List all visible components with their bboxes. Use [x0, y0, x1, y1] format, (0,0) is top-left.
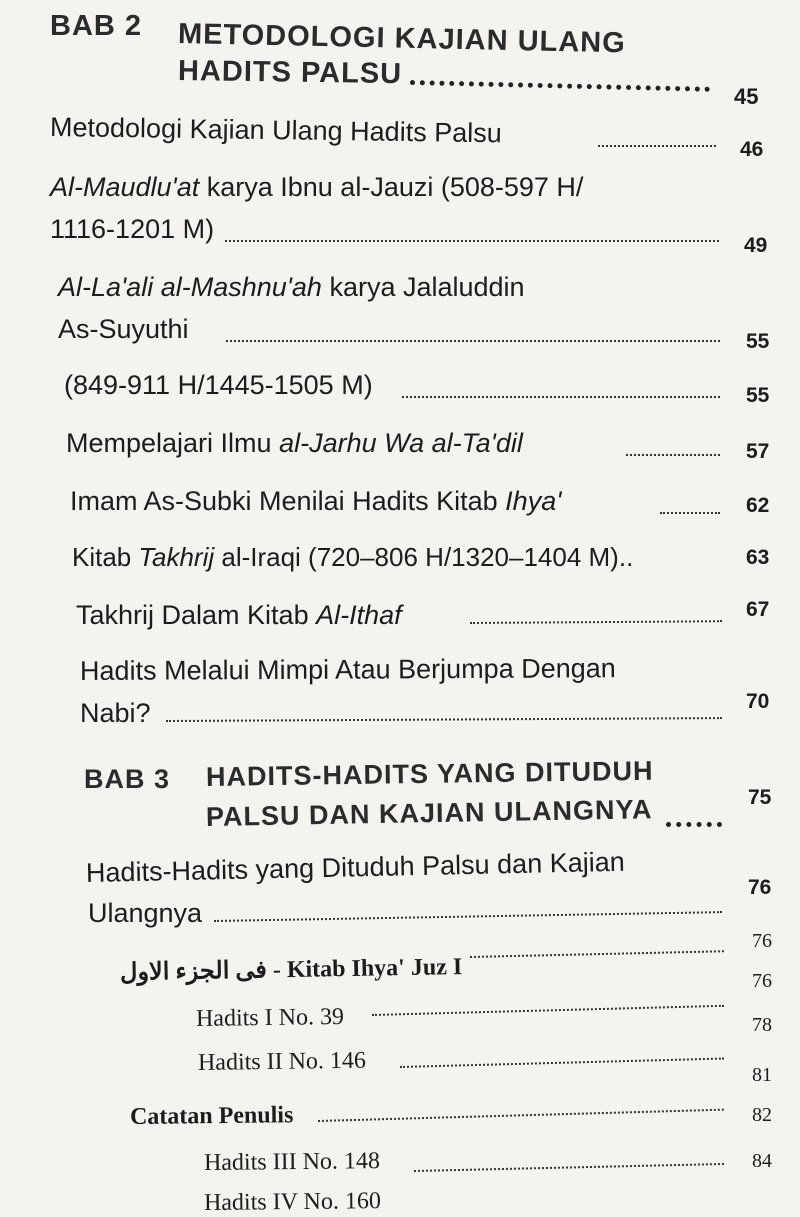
entry-page: 76	[752, 970, 772, 992]
entry-leader	[400, 1058, 724, 1068]
entry-page: 84	[752, 1150, 772, 1172]
entry-leader	[598, 145, 716, 147]
entry-title	[72, 542, 633, 573]
entry-title: Hadits III No. 148	[203, 1148, 381, 1176]
chapter-3-page: 75	[748, 786, 772, 809]
entry-leader	[166, 717, 722, 722]
chapter-3-title-line1: HADITS-HADITS YANG DITUDUH	[205, 755, 654, 792]
entry-title-rest: karya Ibnu al-Jauzi (508-597 H/	[199, 172, 584, 202]
entry-page: 81	[752, 1064, 772, 1086]
entry-page: 55	[746, 330, 770, 353]
entry-page: 76	[748, 876, 772, 899]
entry-page: 55	[746, 384, 770, 407]
chapter-3-leader	[666, 822, 722, 827]
entry-page: 67	[746, 598, 770, 621]
entry-leader	[225, 240, 719, 242]
entry-title-italic: Takhrij	[138, 542, 215, 572]
entry-leader	[214, 911, 722, 922]
entry-title-italic: al-Jarhu Wa al-Ta'dil	[279, 428, 523, 458]
entry-title-line1: Hadits-Hadits yang Dituduh Palsu dan Kajian	[85, 846, 626, 888]
entry-title-start: Kitab	[72, 542, 139, 572]
entry-page: 63	[746, 546, 770, 569]
entry-title-italic: Al-La'ali al-Mashnu'ah	[58, 272, 322, 302]
entry-title-start: Imam As-Subki Menilai Hadits Kitab	[70, 486, 506, 516]
entry-leader	[660, 512, 720, 514]
entry-title-italic: Ihya'	[505, 486, 562, 516]
entry-title-line2: Nabi?	[80, 698, 151, 728]
entry-title-line2: Ulangnya	[88, 898, 203, 928]
entry-page: 57	[746, 440, 770, 463]
chapter-3-title-line2: PALSU DAN KAJIAN ULANGNYA	[205, 794, 653, 832]
entry-page: 78	[752, 1014, 772, 1036]
entry-leader	[470, 620, 722, 624]
entry-title-start: Mempelajari Ilmu	[66, 428, 280, 458]
entry-title-rest: karya Jalaluddin	[321, 272, 525, 302]
entry-title-line1: Hadits Melalui Mimpi Atau Berjumpa Dengan	[79, 653, 616, 686]
entry-title-arabic: فى الجزء الاول	[119, 957, 268, 986]
chapter-2-leader	[410, 80, 710, 92]
entry-page: 46	[740, 138, 764, 161]
entry-title-line2: 1116-1201 M)	[50, 214, 215, 244]
entry-title-latin: - Kitab Ihya' Juz I	[266, 954, 463, 984]
entry-title-italic: Al-Ithaf	[316, 600, 402, 630]
entry-leader	[318, 1109, 724, 1122]
entry-title-partial: Hadits IV No. 160	[203, 1188, 382, 1216]
entry-title-line1	[58, 272, 525, 303]
entry-title: Catatan Penulis	[129, 1102, 294, 1130]
chapter-2-label: BAB 2	[50, 10, 143, 42]
entry-title-line2: As-Suyuthi	[58, 314, 189, 344]
entry-title	[120, 952, 463, 987]
entry-title	[66, 428, 523, 459]
entry-title: Hadits II No. 146	[197, 1047, 367, 1076]
entry-leader	[226, 340, 720, 342]
entry-leader	[414, 1163, 724, 1172]
chapter-2-page: 45	[734, 84, 759, 109]
entry-title: Metodologi Kajian Ulang Hadits Palsu	[49, 112, 502, 149]
chapter-2-title-line1: METODOLOGI KAJIAN ULANG	[177, 18, 627, 60]
entry-page: 49	[744, 234, 768, 257]
chapter-3-label: BAB 3	[84, 764, 171, 794]
entry-title: (849-911 H/1445-1505 M)	[64, 370, 373, 400]
entry-title-start: Takhrij Dalam Kitab	[76, 600, 317, 630]
sub-entries-extra-page: 76	[752, 930, 772, 952]
entry-title	[76, 600, 402, 631]
entry-leader	[626, 454, 720, 456]
entry-leader	[402, 396, 720, 398]
entry-title	[70, 486, 561, 517]
entry-title-line1	[50, 172, 583, 203]
entry-title: Hadits I No. 39	[195, 1003, 345, 1032]
entry-leader	[372, 1005, 724, 1016]
entry-page: 62	[746, 494, 770, 517]
chapter-2-title-line2: HADITS PALSU	[177, 55, 403, 91]
entry-page: 70	[746, 690, 770, 713]
entry-page: 82	[752, 1104, 772, 1126]
entry-title-italic: Al-Maudlu'at	[50, 172, 200, 202]
sub-entries-top-leader	[470, 950, 724, 958]
entry-title-end: al-Iraqi (720–806 H/1320–1404 M)..	[214, 542, 634, 572]
